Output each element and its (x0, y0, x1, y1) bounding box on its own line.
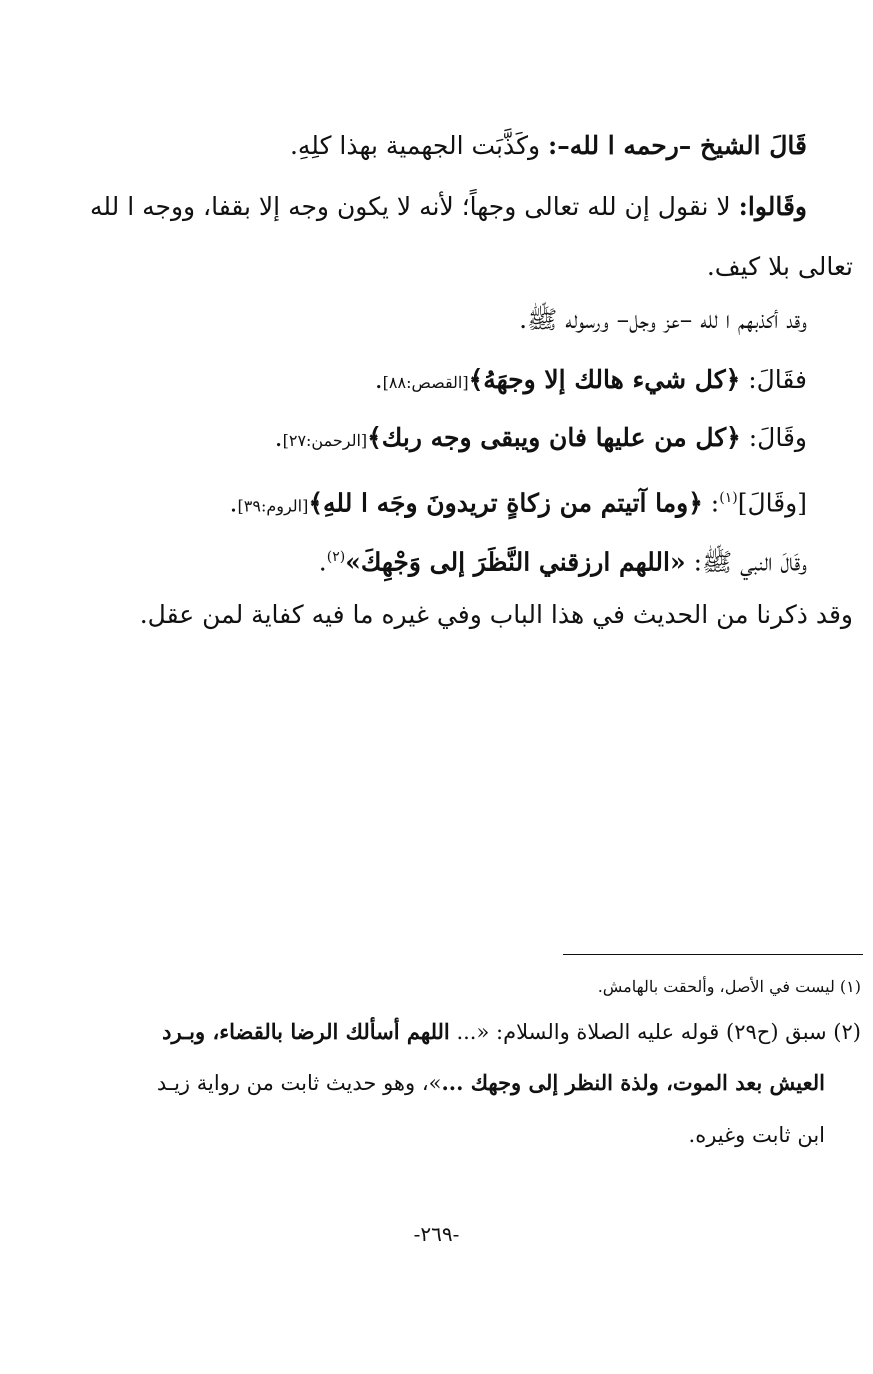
text-line-6 (275, 418, 807, 461)
line7-period: . (229, 488, 238, 518)
text-line-1 (290, 126, 807, 166)
quran-verse-2: ﴿كل من عليها فان ويبقى وجه ربك﴾ (367, 423, 741, 452)
page-number: -٢٦٩- (413, 1222, 460, 1246)
footnote-divider (563, 954, 863, 955)
line6-period: . (274, 423, 283, 452)
quran-verse-1: ﴿كل شيء هالك إلا وجهَهُ﴾ (468, 365, 741, 394)
text-line-8 (319, 537, 807, 582)
speaker-label: قَالَ الشيخ –رحمه ا لله–: (548, 131, 807, 160)
hadith-quote: «اللهم ارزقني النَّظَرَ إلى وَجْهِكَ» (345, 547, 686, 577)
footnote-2-line-3: ابن ثابت وغيره. (688, 1123, 825, 1147)
text-line-4: وقد أكذبهم ا لله –عز وجل– ورسوله ﷺ. (519, 305, 807, 334)
footnote-2-quote-b: العيش بعد الموت، ولذة النظر إلى وجهك ... (441, 1070, 825, 1095)
line5-prefix: فقَالَ: (740, 365, 807, 394)
verse-ref-1: [القصص:٨٨] (382, 373, 469, 392)
text-line-2 (90, 187, 807, 227)
footnote-marker-1: (١) (719, 490, 738, 506)
verse-ref-3: [الروم:٣٩] (237, 496, 309, 516)
footnote-1: (١) ليست في الأصل، وألحقت بالهامش. (597, 977, 861, 996)
text-line-9: وقد ذكرنا من الحديث في هذا الباب وفي غيره ما فيه كفاية لمن عقل. (139, 600, 853, 629)
footnote-2-prefix: (٢) سبق (ح٢٩) قوله عليه الصلاة والسلام: «... (449, 1020, 861, 1044)
quran-verse-3: ﴿وما آتيتم من زكاةٍ تريدونَ وجَه ا للهِ﴾ (308, 488, 703, 518)
line1-text: وكَذَّبَت الجهمية بهذا كلِهِ. (289, 131, 549, 160)
line7-colon: : (702, 488, 720, 518)
footnote-2-quote-a: اللهم أسألك الرضا بالقضاء، وبـرد (162, 1019, 450, 1044)
line2-text: لا نقول إن لله تعالى وجهاً؛ لأنه لا يكون وجه إلا بقفا، ووجه ا لله (89, 192, 739, 221)
footnote-2-line-2 (157, 1066, 825, 1100)
text-line-5 (375, 360, 807, 403)
qalu-label: وقَالوا: (738, 192, 807, 221)
verse-ref-2: [الرحمن:٢٧] (282, 431, 368, 450)
text-line-3: تعالى بلا كيف. (706, 252, 853, 281)
line6-prefix: وقَالَ: (740, 423, 807, 452)
footnote-2-line-1 (162, 1015, 861, 1049)
line7-prefix: [وقَالَ] (737, 488, 807, 518)
text-line-7 (230, 478, 807, 526)
footnote-2-mid: »، وهو حديث ثابت من رواية زيـد (156, 1071, 442, 1095)
footnote-marker-2: (٢) (326, 549, 346, 565)
line8-period: . (318, 547, 327, 577)
line5-period: . (374, 365, 383, 394)
line8-prefix: وقَالَ النبي ﷺ: (685, 547, 807, 577)
